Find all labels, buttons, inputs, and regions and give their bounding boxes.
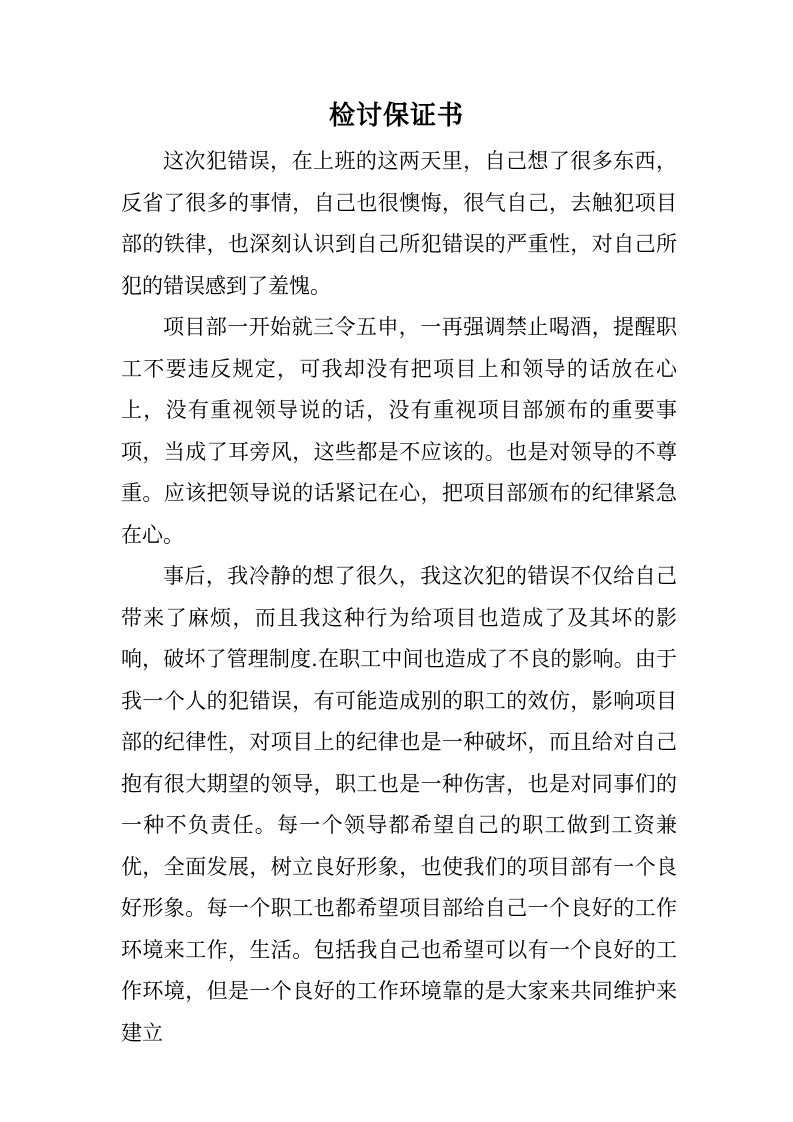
paragraph-2: 项目部一开始就三令五申，一再强调禁止喝酒，提醒职工不要违反规定，可我却没有把项目上和领导的话放在心上，没有重视领导说的话，没有重视项目部颁布的重要事项，当成了耳旁风，这些都是不应该的。也是对领导的不尊重。应该把领导说的话紧记在心，把项目部颁布的纪律紧急在心。 [121, 315, 677, 547]
document-body [121, 141, 677, 1054]
paragraph-3: 事后，我冷静的想了很久，我这次犯的错误不仅给自己带来了麻烦，而且我这种行为给项目也造成了及其坏的影响，破坏了管理制度.在职工中间也造成了不良的影响。由于我一个人的犯错误，有可能造成别的职工的效仿，影响项目部的纪律性，对项目上的纪律也是一种破坏，而且给对自己抱有很大期望的领导，职工也是一种伤害，也是对同事们的一种不负责任。每一个领导都希望自己的职工做到工资兼优，全面发展，树立良好形象，也使我们的项目部有一个良好形象。每一个职工也都希望项目部给自己一个良好的工作环境来工作，生活。包括我自己也希望可以有一个良好的工作环境，但是一个良好的工作环境靠的是大家来共同维护来建立 [121, 564, 677, 1045]
paragraph-1: 这次犯错误，在上班的这两天里，自己想了很多东西，反省了很多的事情，自己也很懊悔，很气自己，去触犯项目部的铁律，也深刻认识到自己所犯错误的严重性，对自己所犯的错误感到了羞愧。 [121, 149, 677, 298]
document-title: 检讨保证书 [328, 101, 464, 131]
